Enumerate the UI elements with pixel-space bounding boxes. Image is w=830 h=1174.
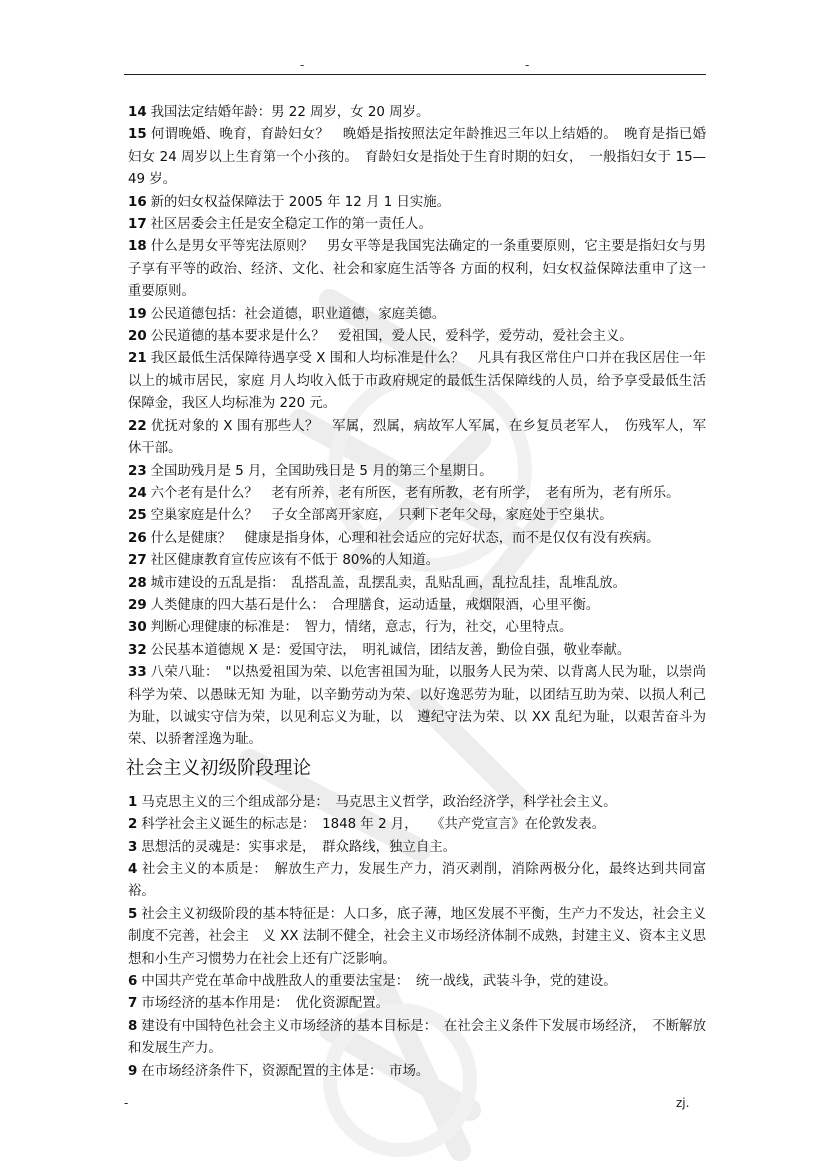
- item-text: 空巢家庭是什么？ 子女全部离开家庭， 只剩下老年父母，家庭处于空巢状。: [150, 508, 613, 524]
- header-mark-left: -: [300, 58, 305, 72]
- list-item: [128, 124, 706, 191]
- item-text: 公民道德的基本要求是什么？ 爱祖国，爱人民，爱科学，爱劳动，爱社会主义。: [150, 329, 633, 345]
- list-item: [128, 102, 706, 124]
- item-text: 判断心理健康的标准是： 智力，情绪，意志，行为，社交，心里特点。: [150, 620, 573, 636]
- list-item: [128, 236, 706, 303]
- item-number: 5: [128, 906, 138, 922]
- item-text: 什么是男女平等宪法原则？ 男女平等是我国宪法确定的一条重要原则，它主要是指妇女与男子享有平等的政治、经济、文化、社会和家庭生活等各 方面的权利，妇女权益保障法重申了这一重要原则。: [128, 239, 706, 300]
- item-number: 15: [128, 127, 147, 143]
- item-number: 1: [128, 794, 138, 810]
- list-item: [128, 326, 706, 348]
- list-item: [128, 971, 706, 993]
- item-number: 7: [128, 996, 138, 1012]
- list-item: [128, 573, 706, 595]
- item-number: 26: [128, 530, 147, 546]
- item-number: 9: [128, 1063, 138, 1079]
- item-text: 公民道德包括：社会道德，职业道德，家庭美德。: [150, 306, 446, 322]
- list-item: [128, 505, 706, 527]
- section-title: 社会主义初级阶段理论: [126, 757, 312, 779]
- item-number: 28: [128, 575, 147, 591]
- header-rule: [124, 74, 706, 75]
- list-item: [128, 617, 706, 639]
- list-item: [128, 348, 706, 415]
- item-number: 4: [128, 862, 138, 877]
- list-item: [128, 304, 706, 326]
- item-number: 25: [128, 508, 147, 524]
- item-text: 科学社会主义诞生的标志是： 1848 年 2 月， 《共产党宣言》在伦敦发表。: [141, 817, 606, 833]
- item-number: 32: [128, 642, 147, 658]
- item-number: 14: [128, 105, 147, 120]
- list-item: [128, 640, 706, 662]
- item-text: 建设有中国特色社会主义市场经济的基本目标是： 在社会主义条件下发展市场经济， 不断解放和发展生产力。: [128, 1018, 706, 1057]
- item-number: 16: [128, 194, 147, 210]
- item-number: 33: [128, 665, 147, 681]
- list-item: [128, 904, 706, 971]
- item-text: 全国助残月是 5 月，全国助残日是 5 月的第三个星期日。: [150, 463, 493, 479]
- item-number: 2: [128, 817, 138, 833]
- list-item: [128, 993, 706, 1015]
- item-text: 什么是健康？ 健康是指身体，心理和社会适应的完好状态，而不是仅仅有没有疾病。: [150, 530, 660, 546]
- footer-mark-right: zj.: [676, 1096, 690, 1110]
- item-text: 城市建设的五乱是指： 乱搭乱盖，乱摆乱卖，乱贴乱画，乱拉乱挂，乱堆乱放。: [150, 575, 627, 591]
- item-number: 21: [128, 351, 147, 367]
- list-item: [128, 550, 706, 572]
- item-number: 6: [128, 974, 138, 990]
- list-item: [128, 483, 706, 505]
- item-number: 22: [128, 418, 147, 434]
- item-text: 马克思主义的三个组成部分是： 马克思主义哲学，政治经济学，科学社会主义。: [141, 794, 617, 810]
- item-number: 30: [128, 620, 147, 636]
- item-number: 20: [128, 329, 147, 345]
- item-text: 社会主义初级阶段的基本特征是：人口多，底子薄，地区发展不平衡，生产力不发达，社会主义制度不完善，社会主 义 XX 法制不健全，社会主义市场经济体制不成熟，封建主义、资本主义思想和小生产习惯势力在社会上还有广泛影响。: [128, 906, 706, 967]
- list-item: [128, 192, 706, 214]
- item-text: 思想活的灵魂是：实事求是， 群众路线，独立自主。: [141, 839, 457, 855]
- item-number: 3: [128, 839, 138, 855]
- list-part-2: [128, 792, 706, 1083]
- item-text: 六个老有是什么？ 老有所养，老有所医，老有所教，老有所学， 老有所为，老有所乐。: [150, 485, 680, 501]
- list-item: [128, 662, 706, 752]
- item-number: 19: [128, 306, 147, 322]
- list-item: [128, 461, 706, 483]
- item-text: 我区最低生活保障待遇享受 X 围和人均标准是什么？ 凡具有我区常住户口并在我区居住一年以上的城市居民，家庭 月人均收入低于市政府规定的最低生活保障线的人员，给予享受最低生活保障金，我区人均标准为 220 元。: [128, 351, 706, 412]
- item-text: 社区居委会主任是安全稳定工作的第一责任人。: [150, 217, 432, 233]
- item-number: 17: [128, 217, 147, 233]
- list-item: [128, 214, 706, 236]
- list-item: [128, 416, 706, 461]
- list-item: [128, 1016, 706, 1061]
- list-item: [128, 859, 706, 904]
- list-item: [128, 1061, 706, 1083]
- list-item: [128, 528, 706, 550]
- item-text: 优抚对象的 X 围有那些人？ 军属，烈属，病故军人军属，在乡复员老军人， 伤残军人，军休干部。: [128, 418, 706, 457]
- list-part-1: [128, 102, 706, 752]
- list-item: [128, 837, 706, 859]
- item-text: 我国法定结婚年龄：男 22 周岁，女 20 周岁。: [150, 105, 430, 120]
- item-number: 29: [128, 597, 147, 613]
- item-number: 18: [128, 239, 147, 255]
- item-number: 24: [128, 485, 147, 501]
- item-text: 何谓晚婚、晚育，育龄妇女？ 晚婚是指按照法定年龄推迟三年以上结婚的。 晚育是指已婚妇女 24 周岁以上生育第一个小孩的。 育龄妇女是指处于生育时期的妇女， 一般指妇女于 15—49 岁。: [128, 127, 706, 188]
- list-item: [128, 595, 706, 617]
- item-number: 23: [128, 463, 147, 479]
- header-mark-right: -: [525, 58, 530, 72]
- document-body: [128, 102, 706, 1083]
- item-text: 新的妇女权益保障法于 2005 年 12 月 1 日实施。: [150, 194, 451, 210]
- item-text: 市场经济的基本作用是： 优化资源配置。: [141, 996, 390, 1012]
- item-text: 社会主义的本质是： 解放生产力，发展生产力，消灭剥削，消除两极分化，最终达到共同富裕。: [128, 862, 706, 900]
- item-text: 在市场经济条件下，资源配置的主体是： 市场。: [141, 1063, 430, 1079]
- list-item: [128, 792, 706, 814]
- item-text: 八荣八耻： "以热爱祖国为荣、以危害祖国为耻，以服务人民为荣、以背离人民为耻，以崇尚科学为荣、以愚昧无知 为耻，以辛勤劳动为荣、以好逸恶劳为耻，以团结互助为荣、以损人利己为耻，以诚实守信为荣，以见利忘义为耻，以 遵纪守法为荣、以 XX 乱纪为耻，以艰苦奋斗为荣、以骄奢淫逸为耻。: [128, 665, 706, 748]
- item-number: 27: [128, 553, 147, 569]
- item-text: 公民基本道德规 X 是：爱国守法， 明礼诚信，团结友善，勤俭自强，敬业奉献。: [150, 642, 631, 658]
- item-text: 社区健康教育宣传应该有不低于 80%的人知道。: [150, 553, 440, 569]
- footer-mark-left: -: [124, 1096, 129, 1110]
- item-number: 8: [128, 1018, 138, 1034]
- item-text: 中国共产党在革命中战胜敌人的重要法宝是： 统一战线，武装斗争，党的建设。: [141, 974, 617, 990]
- list-item: [128, 814, 706, 836]
- item-text: 人类健康的四大基石是什么： 合理膳食，运动适量，戒烟限酒，心里平衡。: [150, 597, 600, 613]
